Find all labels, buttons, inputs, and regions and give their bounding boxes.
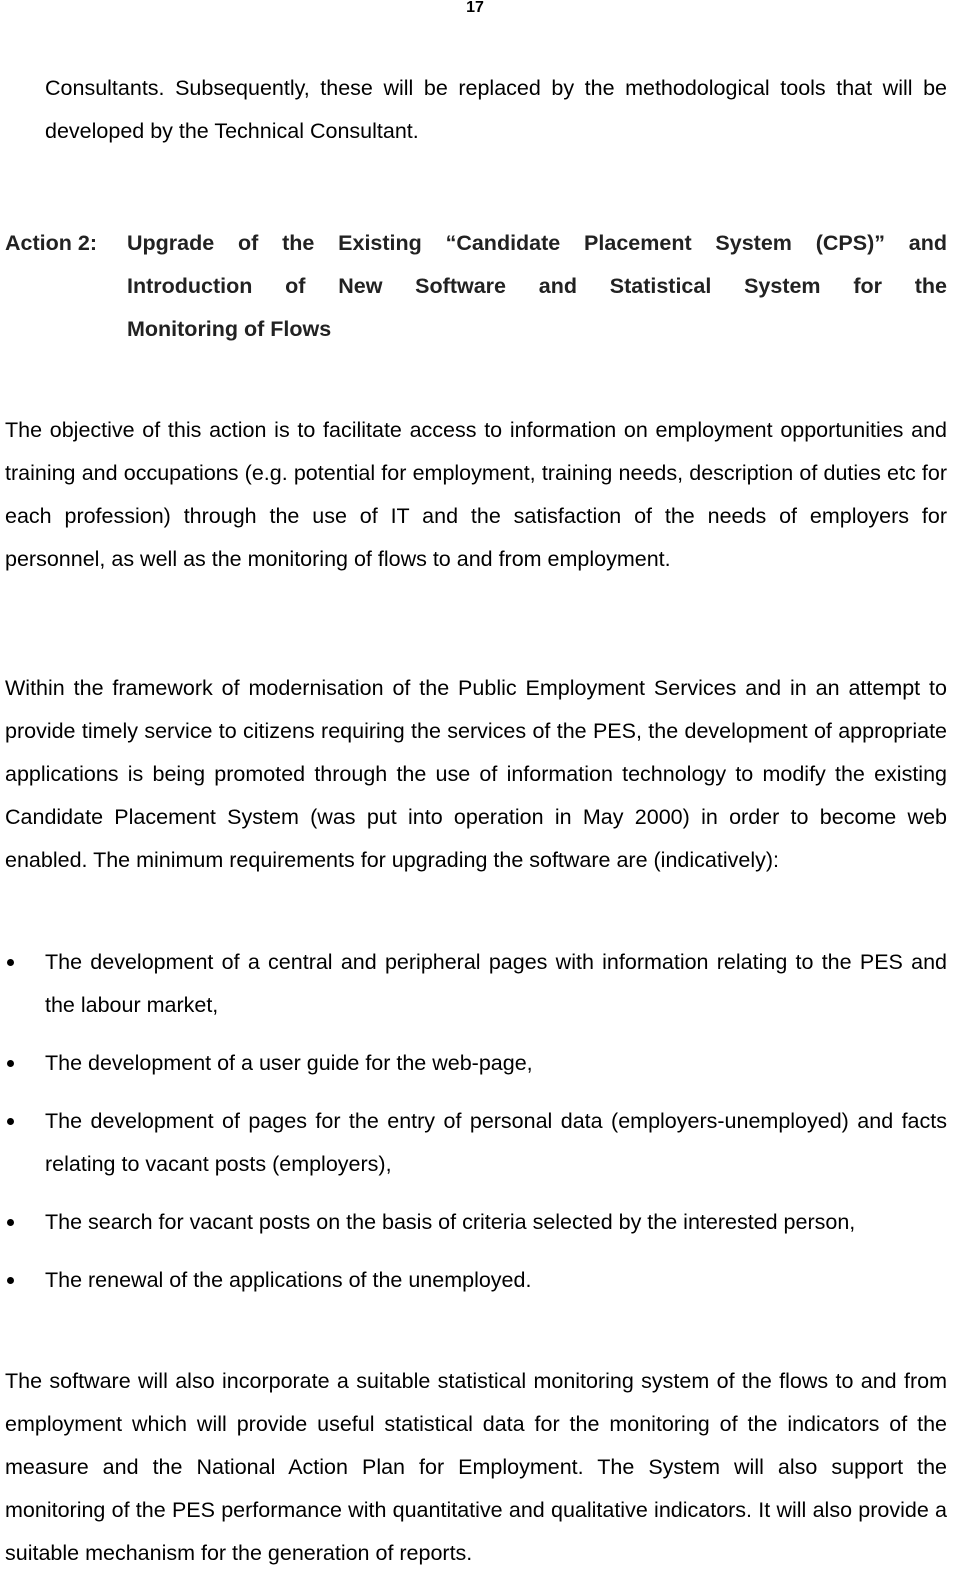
bullet-icon — [7, 1277, 14, 1284]
framework-paragraph: Within the framework of modernisation of the Public Employment Services and in an attempt to provide timely service to citizens requiring the services of the PES, the development of appropriate applications is being promoted through the use of information technology to modify the existing Candidate Placement System (was put into operation in May 2000) in order to become web enabled. The minimum requirements for upgrading the software are (indicatively): — [5, 676, 947, 872]
heading-label: Action 2: — [5, 231, 97, 255]
list-item — [5, 941, 947, 1027]
heading-line-1: Upgrade of the Existing “Candidate Placement System (CPS)” and — [127, 231, 947, 255]
heading-row-3 — [5, 308, 947, 351]
list-item — [5, 1201, 947, 1244]
action-heading — [5, 222, 947, 351]
requirements-list — [5, 941, 947, 1302]
heading-row-1 — [5, 222, 947, 265]
list-item-text: The development of a user guide for the web-page, — [45, 1051, 533, 1075]
list-item-text: The search for vacant posts on the basis of criteria selected by the interested person, — [45, 1210, 856, 1234]
bullet-icon — [7, 1219, 14, 1226]
list-item-text: The development of a central and peripheral pages with information relating to the PES and the labour market, — [45, 950, 947, 1017]
heading-line-3: Monitoring of Flows — [127, 317, 332, 341]
list-item — [5, 1042, 947, 1085]
list-item — [5, 1100, 947, 1186]
intro-paragraph: Consultants. Subsequently, these will be replaced by the methodological tools that will be developed by the Technical Consultant. — [45, 76, 947, 143]
software-paragraph: The software will also incorporate a suitable statistical monitoring system of the flows to and from employment which will provide useful statistical data for the monitoring of the indicators of the measure and the National Action Plan for Employment. The System will also support the monitoring of the PES performance with quantitative and qualitative indicators. It will also provide a suitable mechanism for the generation of reports. — [5, 1369, 947, 1565]
bullet-icon — [7, 1118, 14, 1125]
heading-indent — [5, 265, 127, 308]
list-item — [5, 1259, 947, 1302]
list-item-text: The development of pages for the entry of personal data (employers-unemployed) and facts relating to vacant posts (employers), — [45, 1109, 947, 1176]
list-item-text: The renewal of the applications of the unemployed. — [45, 1268, 532, 1292]
bullet-icon — [7, 959, 14, 966]
heading-indent — [5, 308, 127, 351]
page-number: 17 — [466, 0, 484, 16]
heading-row-2 — [5, 265, 947, 308]
heading-line-2: Introduction of New Software and Statistical System for the — [127, 274, 947, 298]
objective-paragraph: The objective of this action is to facilitate access to information on employment opportunities and training and occupations (e.g. potential for employment, training needs, description of duties etc for each profession) through the use of IT and the satisfaction of the needs of employers for personnel, as well as the monitoring of flows to and from employment. — [5, 418, 947, 571]
bullet-icon — [7, 1060, 14, 1067]
